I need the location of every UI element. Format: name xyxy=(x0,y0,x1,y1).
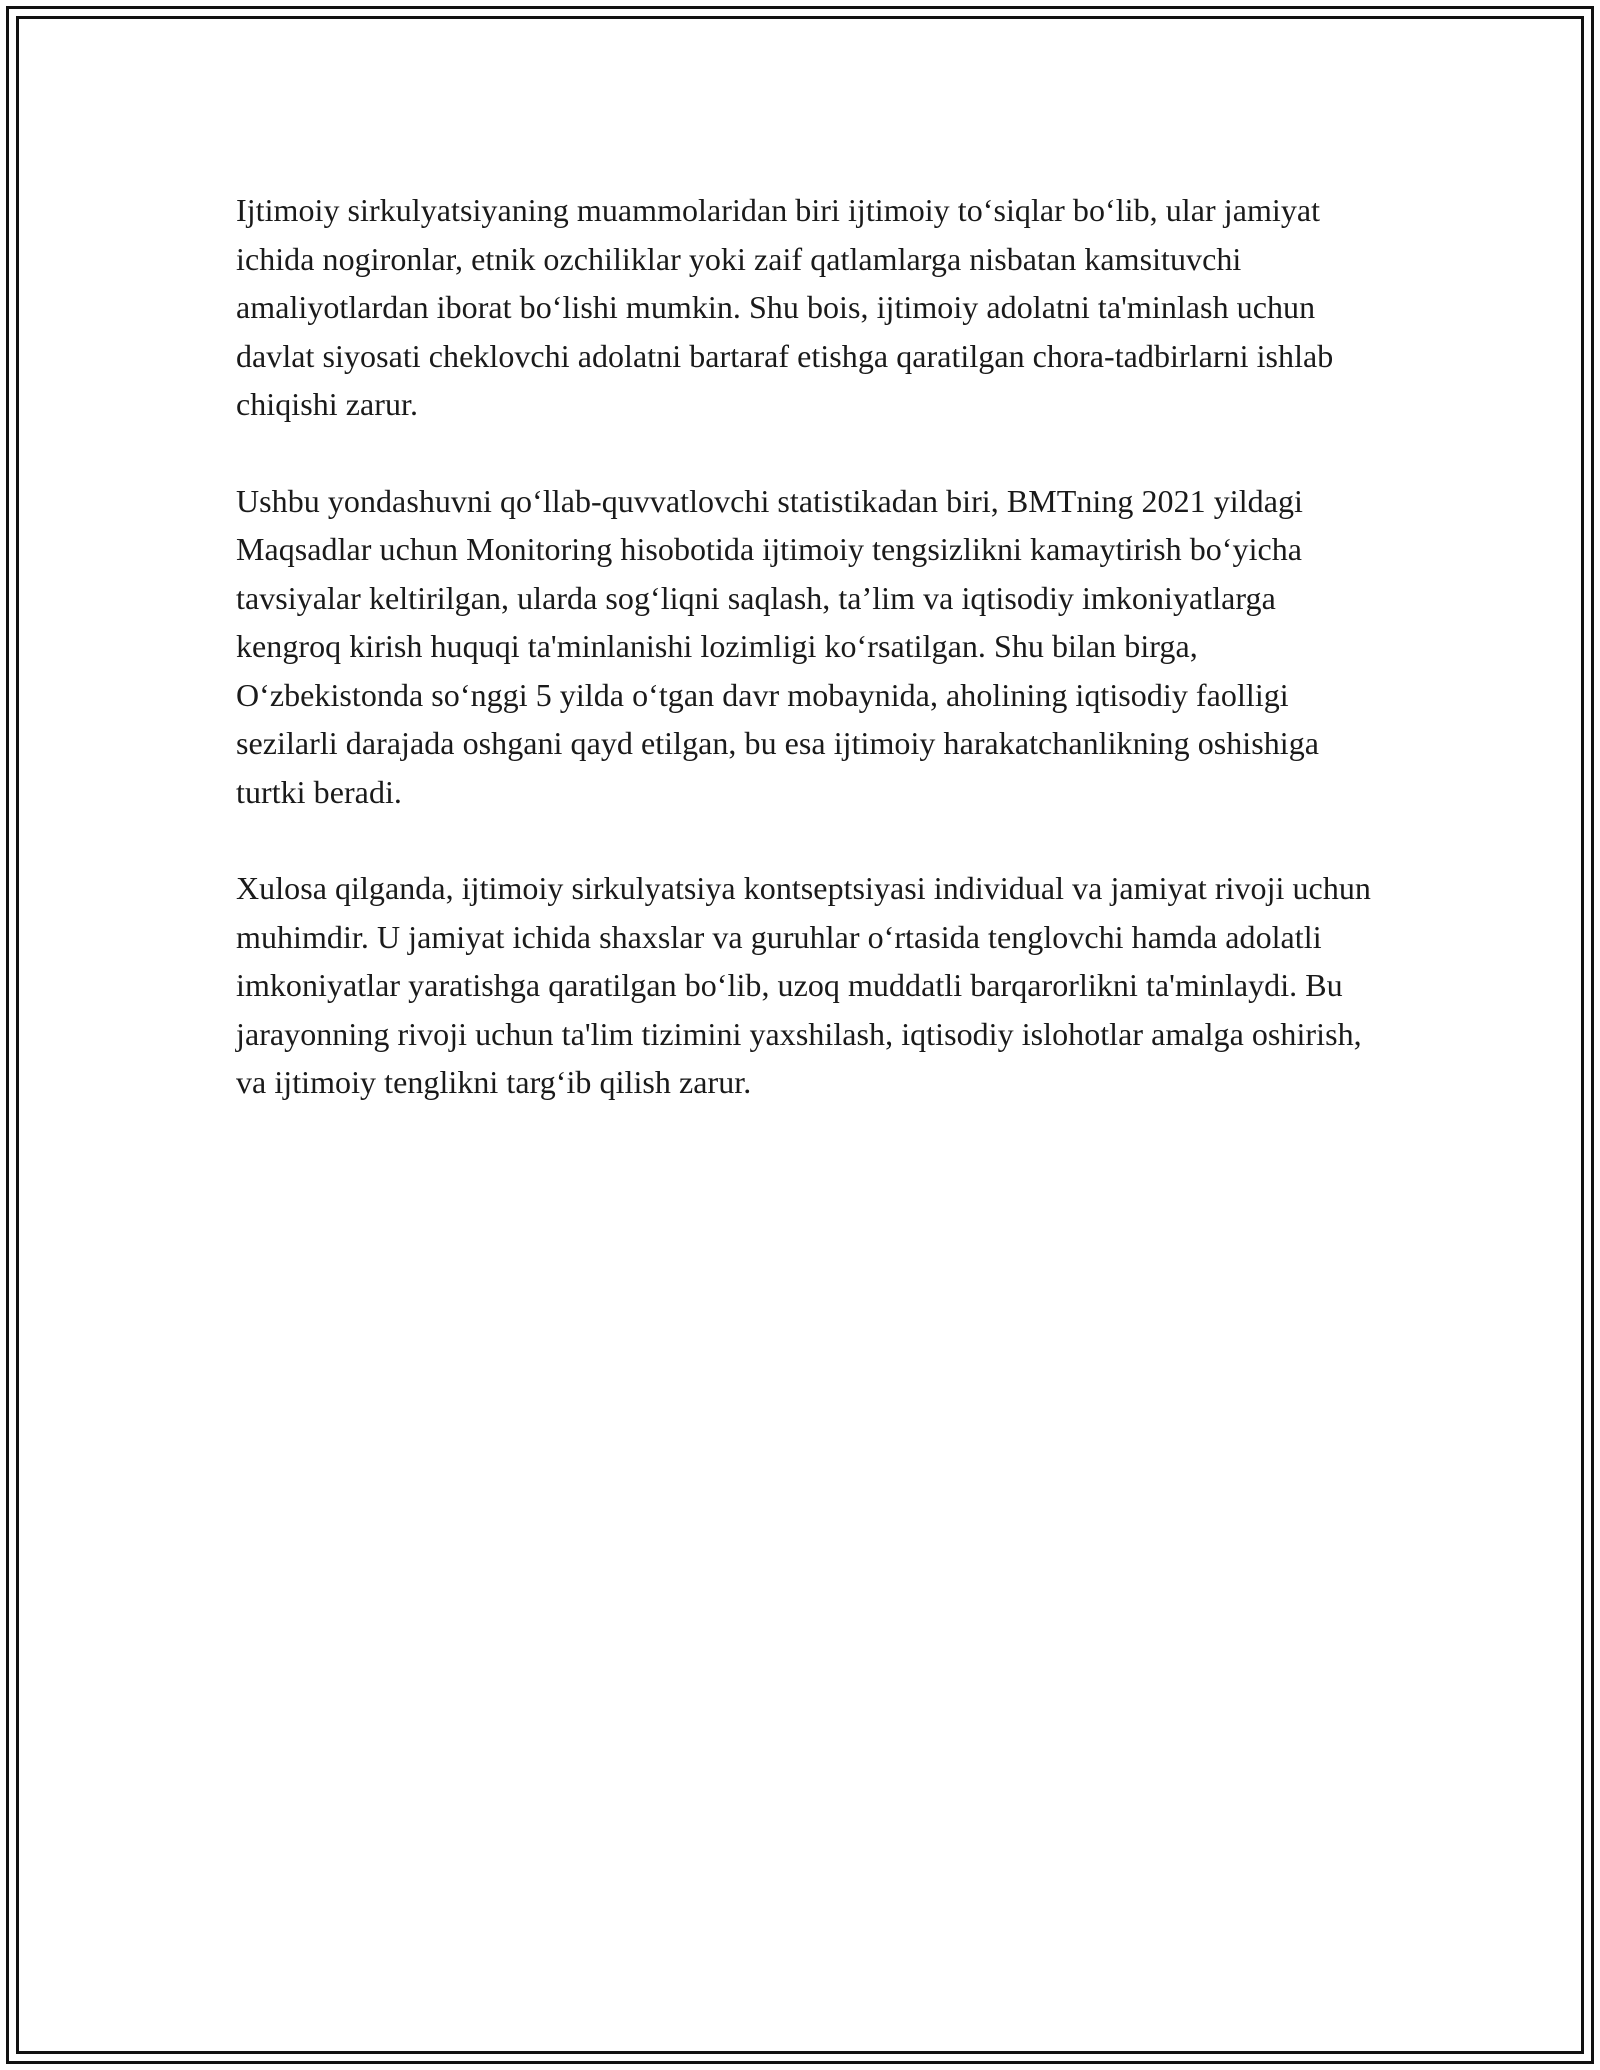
paragraph-conclusion: Xulosa qilganda, ijtimoiy sirkulyatsiya kontseptsiyasi individual va jamiyat rivoji uchun muhimdir. U jamiyat ichida shaxslar va guruhlar o‘rtasida tenglovchi hamda adolatli imkoniyatlar yaratishga qaratilgan bo‘lib, uzoq muddatli barqarorlikni ta'minlaydi. Bu jarayonning rivoji uchun ta'lim tizimini yaxshilash, iqtisodiy islohotlar amalga oshirish, va ijtimoiy tenglikni targ‘ib qilish zarur. xyxy=(236,870,1371,1100)
paragraph-social-barriers: Ijtimoiy sirkulyatsiyaning muammolaridan biri ijtimoiy to‘siqlar bo‘lib, ular jamiyat ichida nogironlar, etnik ozchiliklar yoki zaif qatlamlarga nisbatan kamsituvchi amaliyotlardan iborat bo‘lishi mumkin. Shu bois, ijtimoiy adolatni ta'minlash uchun davlat siyosati cheklovchi adolatni bartaraf etishga qaratilgan chora-tadbirlarni ishlab chiqishi zarur. xyxy=(236,192,1334,422)
document-body xyxy=(236,186,1374,1155)
paragraph-statistics: Ushbu yondashuvni qo‘llab-quvvatlovchi statistikadan biri, BMTning 2021 yildagi Maqsadlar uchun Monitoring hisobotida ijtimoiy tengsizlikni kamaytirish bo‘yicha tavsiyalar keltirilgan, ularda sog‘liqni saqlash, ta’lim va iqtisodiy imkoniyatlarga kengroq kirish huquqi ta'minlanishi lozimligi ko‘rsatilgan. Shu bilan birga, O‘zbekistonda so‘nggi 5 yilda o‘tgan davr mobaynida, aholining iqtisodiy faolligi sezilarli darajada oshgani qayd etilgan, bu esa ijtimoiy harakatchanlikning oshishiga turtki beradi. xyxy=(236,482,1320,810)
